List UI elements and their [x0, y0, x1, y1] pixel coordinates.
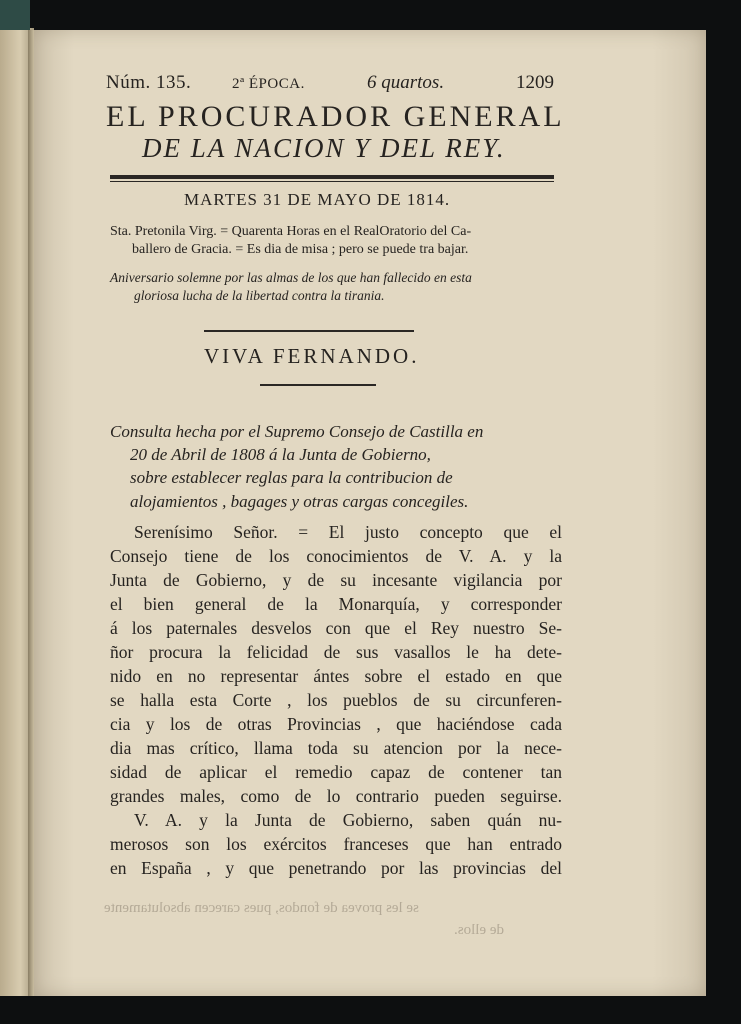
body-line: Consejo tiene de los conocimientos de V. A. y la [110, 546, 562, 566]
consulta-heading-line: alojamientos , bagages y otras cargas concegiles. [130, 492, 469, 511]
body-line: ñor procura la felicidad de sus vasallos le ha dete- [110, 642, 562, 662]
consulta-heading-line: sobre establecer reglas para la contribucion de [130, 468, 453, 487]
page-number: 1209 [516, 72, 554, 93]
anniversary-notice-line-1: Aniversario solemne por las almas de los que han fallecido en esta [110, 270, 472, 285]
masthead-rule [110, 175, 554, 179]
anniversary-notice-line-2: gloriosa lucha de la libertad contra la tirania. [134, 288, 385, 303]
body-line: Serenísimo Señor. = El justo concepto que el [134, 522, 562, 542]
body-line: dia mas crítico, llama toda su atencion por la nece- [110, 738, 562, 758]
body-line: grandes males, como de lo contrario pueden seguirse. [110, 786, 562, 806]
body-line: el bien general de la Monarquía, y corresponder [110, 594, 562, 614]
body-line: á los paternales desvelos con que el Rey nuestro Se- [110, 618, 562, 638]
body-line: en España , y que penetrando por las provincias del [110, 858, 562, 878]
body-line: Junta de Gobierno, y de su incesante vigilancia por [110, 570, 562, 590]
bleed-through-line: se les provea de fondos, pues carecen absolutamente [104, 900, 419, 916]
masthead-line-1: EL PROCURADOR GENERAL [106, 100, 565, 133]
body-line: nido en no representar ántes sobre el estado en que [110, 666, 562, 686]
viva-heading: VIVA FERNANDO. [204, 344, 420, 368]
epoca-label: 2ª ÉPOCA. [232, 76, 305, 92]
saint-notice-line-2: ballero de Gracia. = Es dia de misa ; pero se puede tra bajar. [132, 242, 469, 257]
consulta-heading-line: 20 de Abril de 1808 á la Junta de Gobierno, [130, 445, 431, 464]
body-line: merosos son los exércitos franceses que han entrado [110, 834, 562, 854]
body-line: cia y los de otras Provincias , que haciéndose cada [110, 714, 562, 734]
price-label: 6 quartos. [367, 72, 445, 93]
bleed-through-line: de ellos. [454, 922, 504, 938]
newspaper-page [34, 30, 706, 996]
masthead-line-2: DE LA NACION Y DEL REY. [142, 133, 506, 163]
issue-date: MARTES 31 DE MAYO DE 1814. [184, 190, 451, 209]
saint-notice-line-1: Sta. Pretonila Virg. = Quarenta Horas en el RealOratorio del Ca- [110, 224, 472, 239]
body-line: sidad de aplicar el remedio capaz de contener tan [110, 762, 562, 782]
masthead-rule-thin [110, 181, 554, 182]
consulta-heading-line: Consulta hecha por el Supremo Consejo de Castilla en [110, 422, 484, 441]
binding-tab [0, 0, 30, 30]
section-rule-top [204, 330, 414, 332]
body-line: se halla esta Corte , los pueblos de su circunferen- [110, 690, 562, 710]
section-rule-bottom [260, 384, 376, 386]
issue-number: Núm. 135. [106, 72, 192, 93]
body-line: V. A. y la Junta de Gobierno, saben quán nu- [134, 810, 562, 830]
